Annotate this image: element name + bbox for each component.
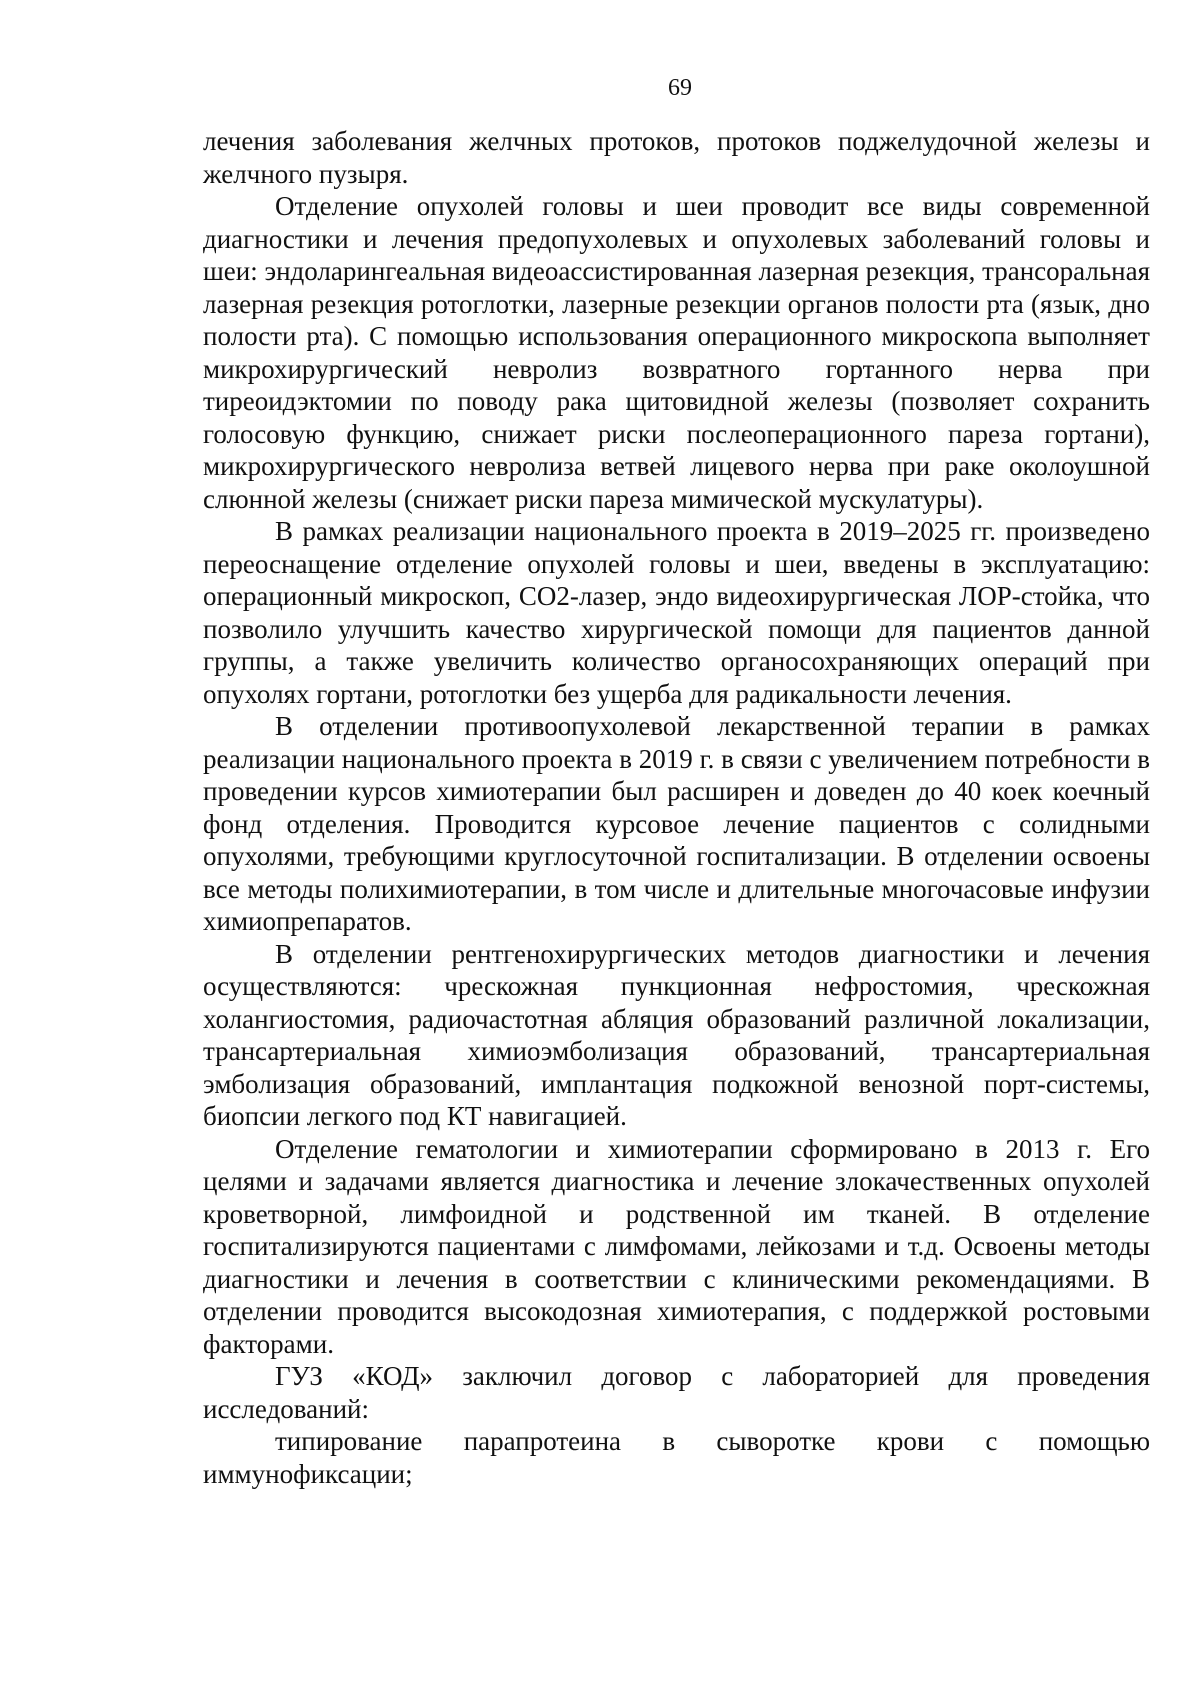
paragraph-laboratory-contract: ГУЗ «КОД» заключил договор с лабораторией для проведения исследований: (203, 1361, 1150, 1424)
document-body (203, 125, 1150, 1490)
paragraph-head-neck-department: Отделение опухолей головы и шеи проводит все виды современной диагностики и лечения предопухолевых и опухолевых заболеваний головы и шеи: эндоларингеальная видеоассистированная лазерная резекция, трансоральная лазерная резекция ротоглотки, лазерные резекции органов полости рта (язык, дно полости рта). С помощью использования операционного микроскопа выполняет микрохирургический невролиз возвратного гортанного нерва при тиреоидэктомии по поводу рака щитовидной железы (позволяет сохранить голосовую функцию, снижает риски послеоперационного пареза гортани), микрохирургического невролиза ветвей лицевого нерва при раке околоушной слюнной железы (снижает риски пареза мимической мускулатуры). (203, 191, 1150, 514)
paragraph-drug-therapy-department: В отделении противоопухолевой лекарственной терапии в рамках реализации национального проекта в 2019 г. в связи с увеличением потребности в проведении курсов химиотерапии был расширен и доведен до 40 коек коечный фонд отделения. Проводится курсовое лечение пациентов с солидными опухолями, требующими круглосуточной госпитализации. В отделении освоены все методы полихимиотерапии, в том числе и длительные многочасовые инфузии химиопрепаратов. (203, 711, 1150, 936)
paragraph-continuation: лечения заболевания желчных протоков, протоков поджелудочной железы и желчного пузыря. (203, 126, 1150, 189)
page-number: 69 (668, 75, 692, 101)
paragraph-national-project-equipment: В рамках реализации национального проекта в 2019–2025 гг. произведено переоснащение отделение опухолей головы и шеи, введены в эксплуатацию: операционный микроскоп, СО2-лазер, эндо видеохирургическая ЛОР-стойка, что позволило улучшить качество хирургической помощи для пациентов данной группы, а также увеличить количество органосохраняющих операций при опухолях гортани, ротоглотки без ущерба для радикальности лечения. (203, 516, 1150, 709)
paragraph-xray-surgery-department: В отделении рентгенохирургических методов диагностики и лечения осуществляются: чрескожная пункционная нефростомия, чрескожная холангиостомия, радиочастотная абляция образований различной локализации, трансартериальная химиоэмболизация образований, трансартериальная эмболизация образований, имплантация подкожной венозной порт-системы, биопсии легкого под КТ навигацией. (203, 938, 1150, 1131)
paragraph-hematology-department: Отделение гематологии и химиотерапии сформировано в 2013 г. Его целями и задачами является диагностика и лечение злокачественных опухолей кроветворной, лимфоидной и родственной им тканей. В отделение госпитализируются пациентами с лимфомами, лейкозами и т.д. Освоены методы диагностики и лечения в соответствии с клиническими рекомендациями. В отделении проводится высокодозная химиотерапия, с поддержкой ростовыми факторами. (203, 1133, 1150, 1359)
paragraph-list-item: типирование парапротеина в сыворотке крови с помощью иммунофиксации; (203, 1426, 1150, 1489)
